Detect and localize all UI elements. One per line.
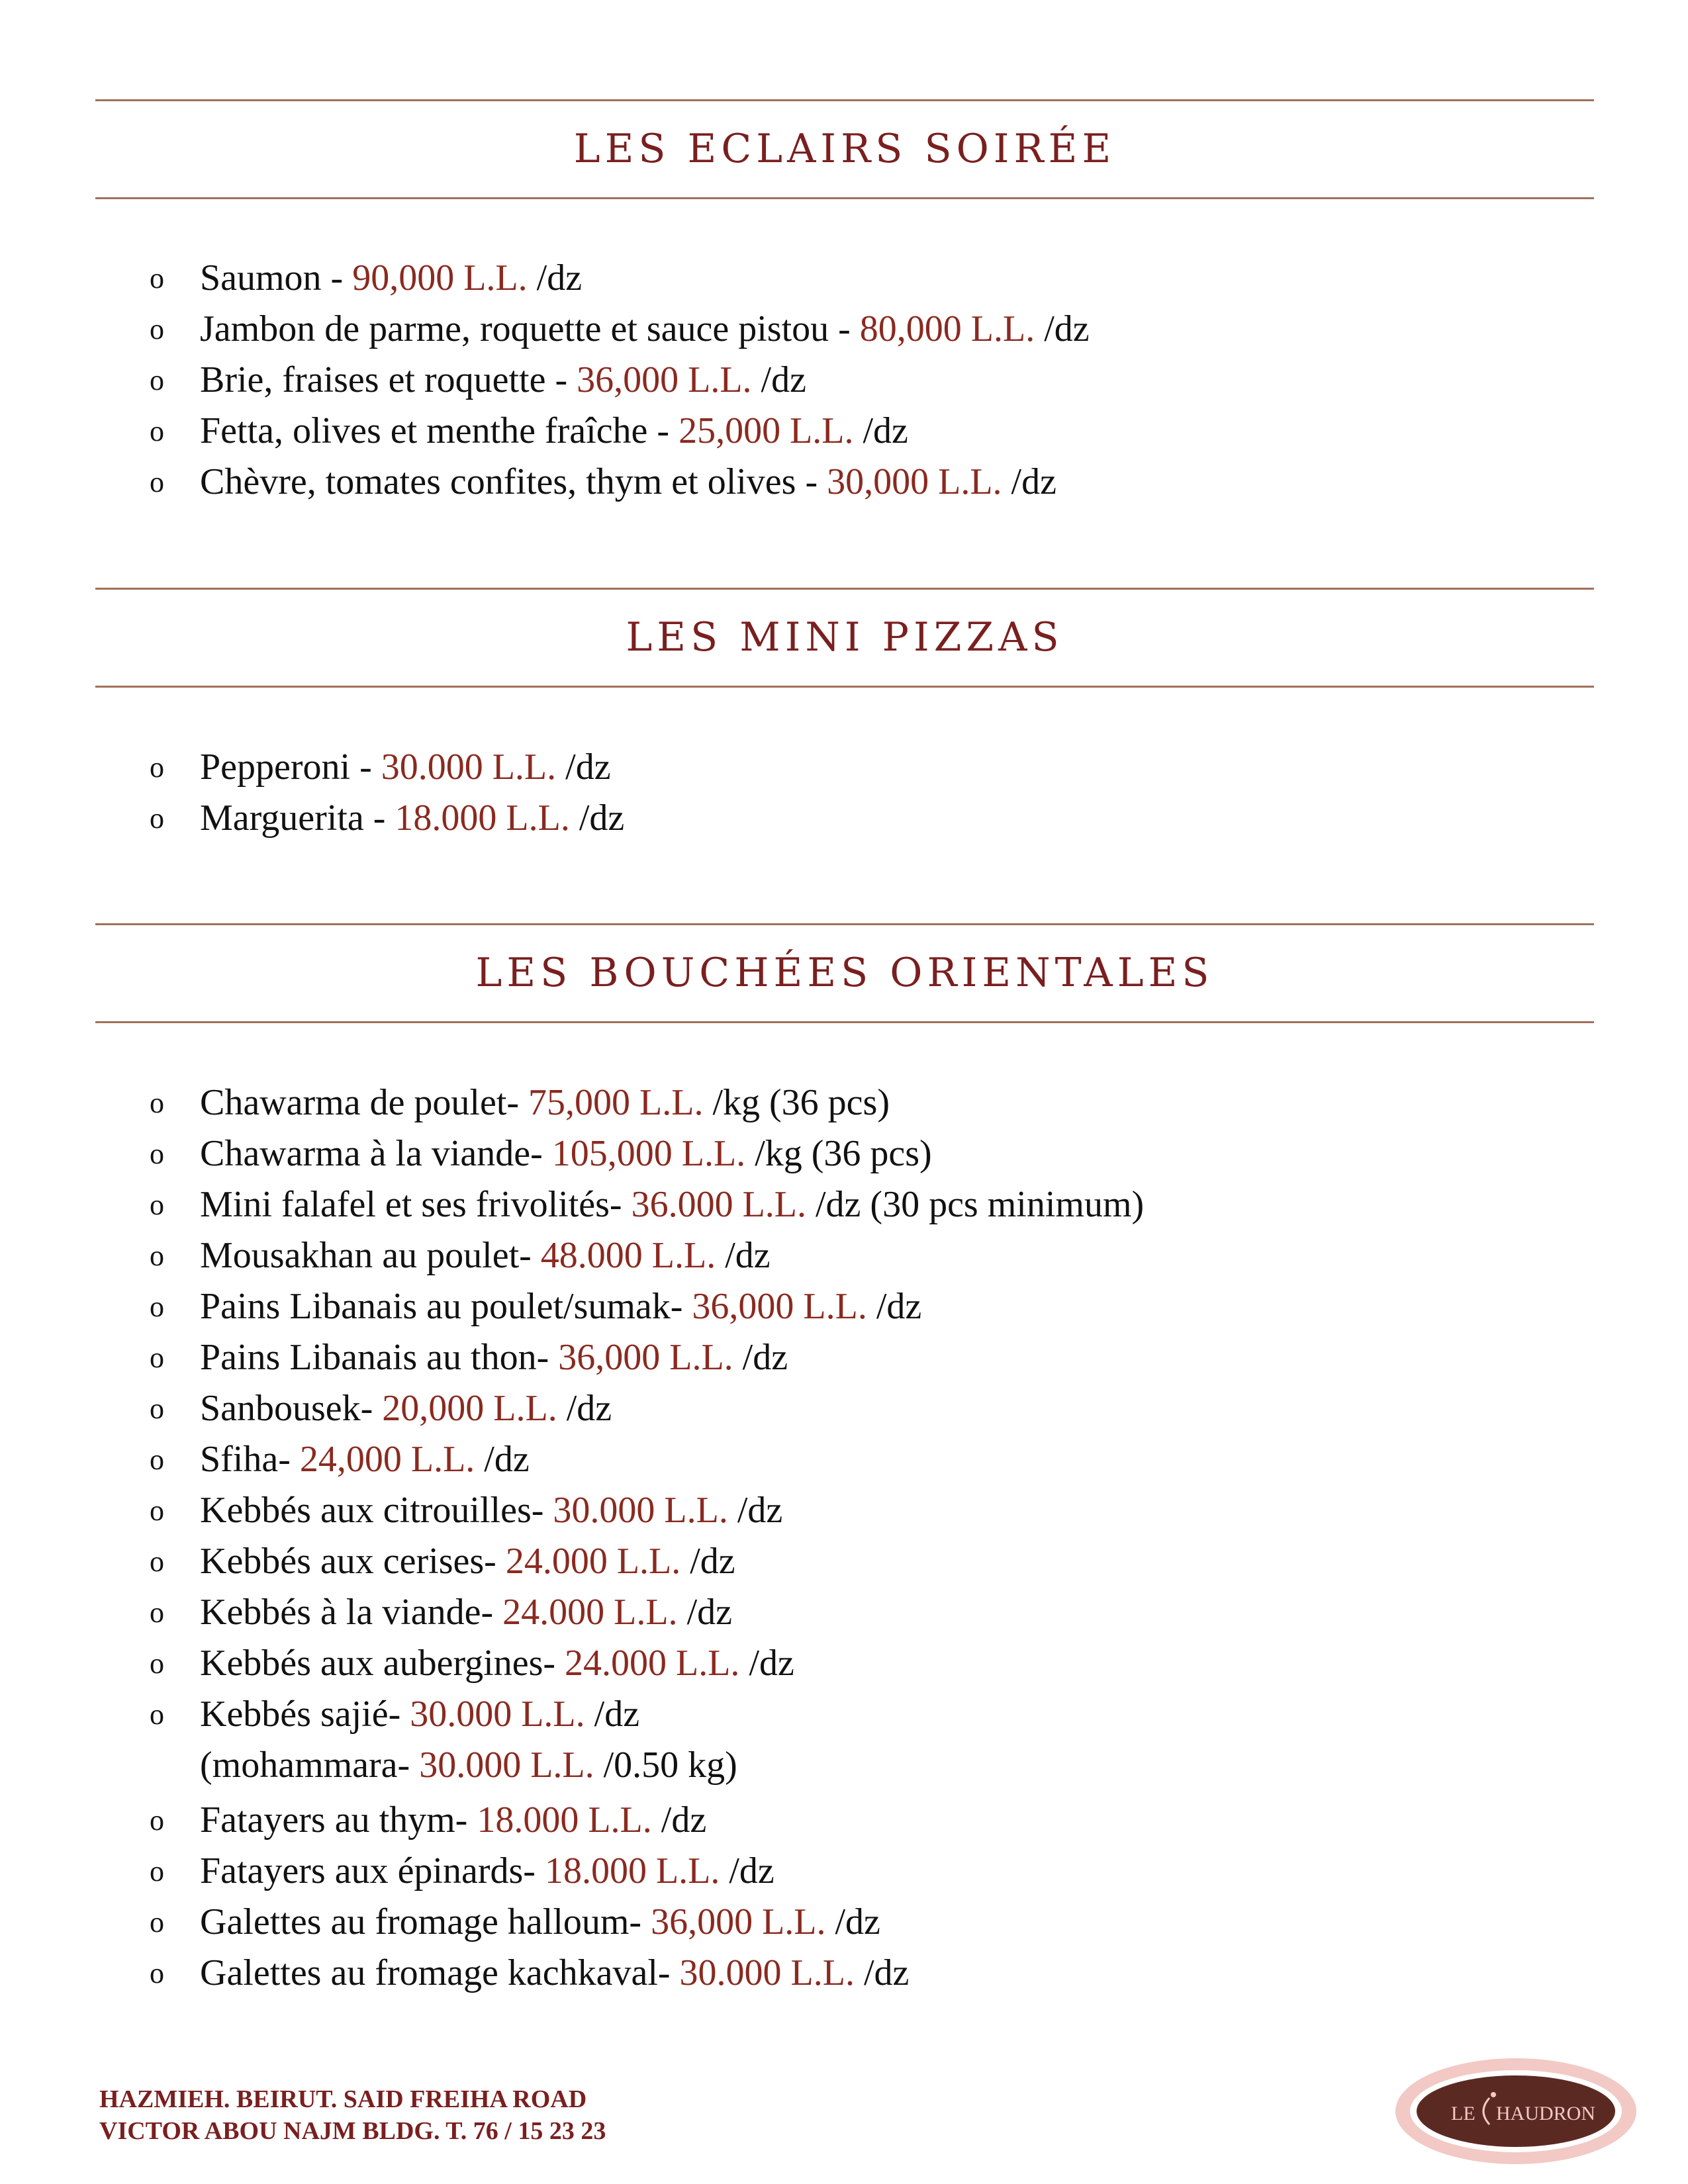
list-item [146,1846,1144,1897]
item-price: 25,000 L.L. [679,410,854,451]
item-name: Galettes au fromage kachkaval- [200,1952,680,1993]
list-item [146,457,1090,508]
item-name: Pepperoni - [200,747,381,788]
item-price: 18.000 L.L. [395,797,570,839]
item-price: 30.000 L.L. [679,1952,855,1993]
bullet-icon: o [150,1855,164,1888]
item-price: 30.000 L.L. [553,1490,728,1531]
item-name: Marguerita - [200,797,395,839]
item-price: 36,000 L.L. [577,359,752,400]
item-unit: /dz [585,1694,640,1735]
item-price: 24.000 L.L. [565,1643,740,1684]
logo-text-right: HAUDRON [1496,2103,1595,2124]
item-price: 20,000 L.L. [382,1388,557,1429]
bullet-icon: o [150,1494,164,1527]
item-unit: /dz [853,410,908,451]
section-rule-bottom [95,1021,1594,1023]
item-price: 24.000 L.L. [502,1592,678,1633]
item-unit: /dz [867,1286,922,1327]
item-name: Kebbés sajié- [200,1694,410,1735]
list-item [146,1434,1144,1485]
item-name: Chèvre, tomates confites, thym et olives - [200,461,827,502]
bullet-icon: o [150,1906,164,1938]
item-unit: /dz [475,1439,530,1480]
item-unit: /dz [677,1592,732,1633]
list-item [146,1948,1144,1999]
footer-line: VICTOR ABOU NAJM BLDG. T. 76 / 15 23 23 [99,2117,606,2145]
bullet-icon: o [150,415,164,447]
item-unit: /dz [854,1952,910,1993]
item-price: 36,000 L.L. [558,1337,733,1378]
item-price: 90,000 L.L. [352,257,528,298]
item-unit: /dz [825,1901,880,1942]
footer-address [99,2083,606,2147]
list-item [146,304,1090,355]
bullet-icon: o [150,802,164,835]
list-item [146,355,1090,406]
item-unit: /dz [716,1235,771,1276]
item-name: Galettes au fromage halloum- [200,1901,651,1942]
section-title: LES ECLAIRS SOIRÉE [573,126,1116,172]
item-name: Jambon de parme, roquette et sauce pistou - [200,308,860,349]
bullet-icon: o [150,1087,164,1119]
list-item [146,1795,1144,1846]
list-item [146,1383,1144,1434]
item-unit: /dz [733,1337,788,1378]
item-list [146,1077,1144,1999]
item-name: Saumon - [200,257,353,298]
section-rule-top [95,923,1594,925]
item-unit: /dz [527,257,583,298]
logo-text-left: LE [1451,2103,1476,2124]
item-unit: /dz [739,1643,794,1684]
bullet-icon: o [150,1392,164,1425]
item-price: 18.000 L.L. [544,1850,720,1891]
bullet-icon: o [150,751,164,784]
logo-dot [1491,2092,1496,2097]
item-name: Kebbés aux cerises- [200,1541,506,1582]
item-unit: /dz [751,359,806,400]
bullet-icon: o [150,1647,164,1680]
item-list [146,253,1090,508]
bullet-icon: o [150,1804,164,1837]
bullet-icon: o [150,1189,164,1221]
list-item [146,1536,1144,1587]
item-name: Pains Libanais au poulet/sumak- [200,1286,692,1327]
item-price: 36,000 L.L. [651,1901,826,1942]
bullet-icon: o [150,466,164,498]
item-unit: /dz [1002,461,1056,502]
item-name: Kebbés aux citrouilles- [200,1490,553,1531]
list-item [146,1587,1144,1638]
list-item [146,793,624,844]
item-price: 30.000 L.L. [381,747,557,788]
item-unit: /dz [720,1850,774,1891]
list-item [146,1897,1144,1948]
item-unit: /kg (36 pcs) [703,1082,890,1123]
item-price: 36,000 L.L. [692,1286,867,1327]
footer-line: HAZMIEH. BEIRUT. SAID FREIHA ROAD [99,2085,587,2113]
item-name: Pains Libanais au thon- [200,1337,559,1378]
item-name: Mousakhan au poulet- [200,1235,541,1276]
item-name: Chawarma de poulet- [200,1082,529,1123]
section-title: LES MINI PIZZAS [626,614,1064,660]
item-price: 80,000 L.L. [859,308,1035,349]
bullet-icon: o [150,364,164,396]
list-item [146,1689,1144,1791]
item-unit: /dz [727,1490,783,1531]
list-item [146,1179,1144,1230]
list-item [146,1230,1144,1281]
list-item [146,1332,1144,1383]
bullet-icon: o [150,1596,164,1629]
item-name: Fatayers au thym- [200,1799,477,1841]
list-item [146,1128,1144,1179]
item-name: Brie, fraises et roquette - [200,359,577,400]
item-name: Fetta, olives et menthe fraîche - [200,410,679,451]
section-rule-top [95,588,1594,590]
item-unit: /dz [680,1541,735,1582]
list-item [146,253,1090,304]
item-extra-unit: /0.50 kg) [594,1745,737,1786]
section-rule-top [95,99,1594,101]
item-unit: /dz [651,1799,707,1841]
section-title: LES BOUCHÉES ORIENTALES [475,950,1214,996]
bullet-icon: o [150,1957,164,1989]
bullet-icon: o [150,1342,164,1374]
list-item [146,1485,1144,1536]
bullet-icon: o [150,1291,164,1323]
item-unit: /dz [557,1388,612,1429]
item-extra-price: 30.000 L.L. [419,1745,594,1786]
section-rule-bottom [95,197,1594,199]
item-name: Kebbés à la viande- [200,1592,503,1633]
bullet-icon: o [150,1138,164,1170]
item-price: 75,000 L.L. [528,1082,704,1123]
item-price: 105,000 L.L. [551,1133,746,1174]
bullet-icon: o [150,1545,164,1578]
item-extra-name: (mohammara- [200,1745,420,1786]
item-unit: /dz [569,797,625,839]
item-price: 24.000 L.L. [505,1541,681,1582]
section-rule-bottom [95,686,1594,688]
bullet-icon: o [150,313,164,345]
item-name: Fatayers aux épinards- [200,1850,545,1891]
list-item [146,1638,1144,1689]
item-unit: /dz (30 pcs minimum) [806,1184,1145,1225]
item-extra-line [200,1740,1144,1791]
item-unit: /dz [556,747,611,788]
bullet-icon: o [150,1443,164,1476]
item-price: 18.000 L.L. [477,1799,652,1841]
list-item [146,742,624,793]
item-price: 30,000 L.L. [827,461,1002,502]
bullet-icon: o [150,262,164,295]
item-list [146,742,624,844]
item-unit: /kg (36 pcs) [745,1133,932,1174]
list-item [146,1281,1144,1332]
item-name: Sfiha- [200,1439,300,1480]
cauldron-c-logo [1390,2055,1642,2167]
item-name: Chawarma à la viande- [200,1133,552,1174]
item-name: Kebbés aux aubergines- [200,1643,565,1684]
item-price: 48.000 L.L. [540,1235,716,1276]
item-price: 24,000 L.L. [299,1439,475,1480]
item-price: 30.000 L.L. [410,1694,585,1735]
item-price: 36.000 L.L. [631,1184,806,1225]
list-item [146,1077,1144,1128]
item-name: Mini falafel et ses frivolités- [200,1184,632,1225]
bullet-icon: o [150,1240,164,1272]
item-name: Sanbousek- [200,1388,383,1429]
item-unit: /dz [1035,308,1090,349]
bullet-icon: o [150,1698,164,1731]
list-item [146,406,1090,457]
